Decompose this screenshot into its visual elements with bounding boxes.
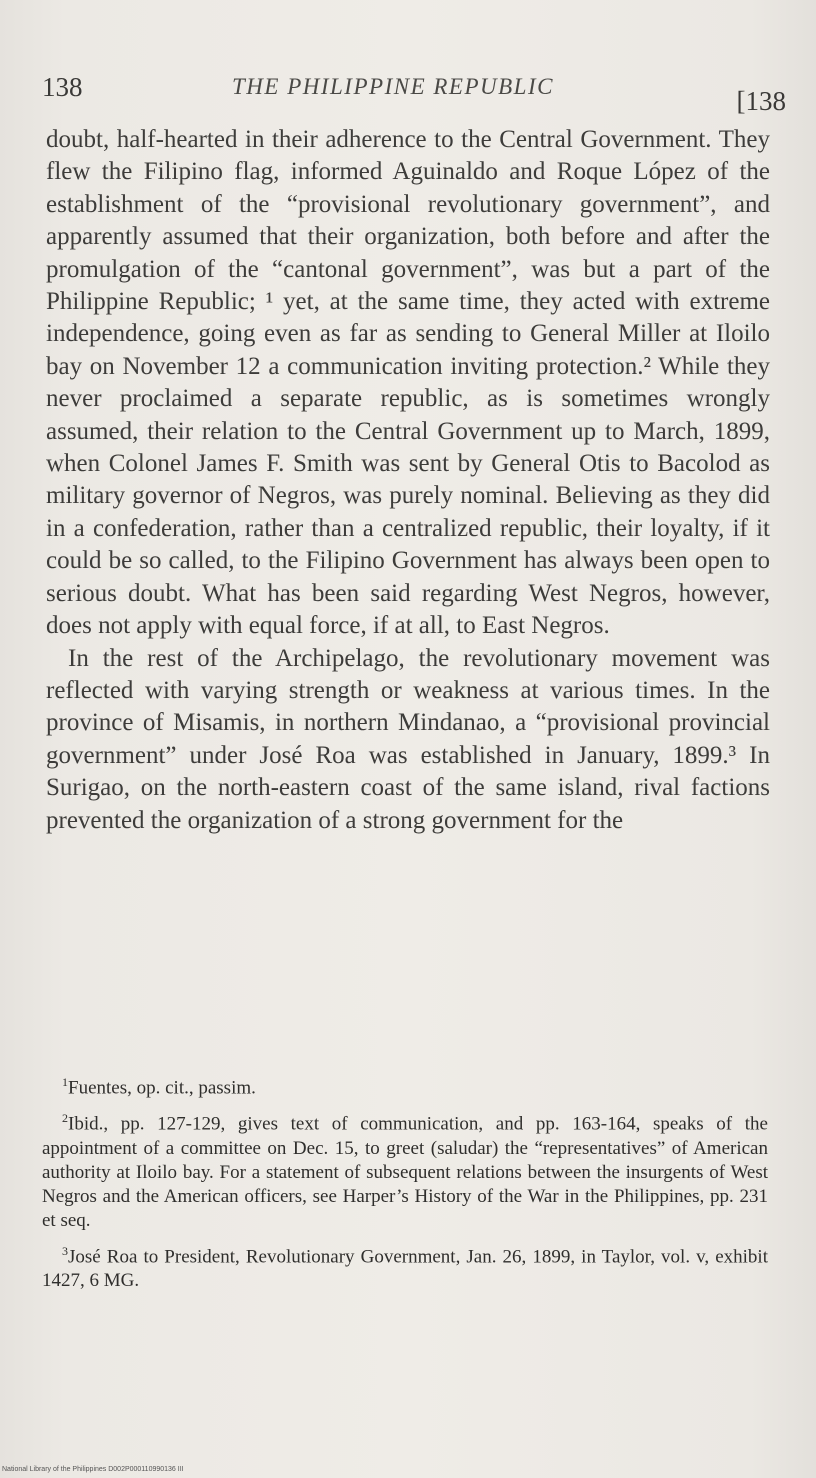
page-number-left: 138	[42, 72, 83, 102]
footnotes	[42, 1070, 768, 1299]
footnote-1	[42, 1070, 768, 1100]
footnote-mark: 2	[62, 1111, 68, 1126]
main-text	[46, 124, 770, 837]
footnote-mark: 3	[62, 1243, 68, 1258]
running-title: THE PHILIPPINE REPUBLIC	[232, 74, 554, 99]
page-header	[42, 72, 786, 116]
footnote-2	[42, 1106, 768, 1232]
paragraph: doubt, half-hearted in their adherence to the Central Government. They flew the Filipino flag, informed Aguinaldo and Roque López of the establishment of the “provisional revolutionary government”, and apparently assumed that their organization, both before and after the promulgation of the “cantonal government”, was but a part of the Philippine Republic; ¹ yet, at the same time, they acted with extreme independence, going even as far as sending to General Miller at Iloilo bay on November 12 a communication inviting protection.² While they never proclaimed a separate republic, as is sometimes wrongly assumed, their relation to the Central Government up to March, 1899, when Colonel James F. Smith was sent by General Otis to Bacolod as military governor of Negros, was purely nominal. Believing as they did in a confederation, rather than a centralized republic, their loyalty, if it could be so called, to the Filipino Government has always been open to serious doubt. What has been said regarding West Negros, however, does not apply with equal force, if at all, to East Negros.	[46, 126, 770, 640]
scan-credit: National Library of the Philippines D002P000110990136 III	[2, 1466, 184, 1473]
footnote-text: Fuentes, op. cit., passim.	[68, 1077, 256, 1099]
footnote-text: Ibid., pp. 127-129, gives text of communication, and pp. 163-164, speaks of the appointment of a committee on Dec. 15, to greet (saludar) the “representatives” of American authority at Iloilo bay. For a statement of subsequent relations between the insurgents of West Negros and the American officers, see Harper’s History of the War in the Philippines, pp. 231 et seq.	[42, 1113, 768, 1231]
footnote-text: José Roa to President, Revolutionary Government, Jan. 26, 1899, in Taylor, vol. v, exhibit 1427, 6 MG.	[42, 1245, 768, 1291]
footnote-3	[42, 1239, 768, 1293]
paragraph: In the rest of the Archipelago, the revolutionary movement was reflected with varying strength or weakness at various times. In the province of Misamis, in northern Mindanao, a “provisional provincial government” under José Roa was established in January, 1899.³ In Surigao, on the north-eastern coast of the same island, rival factions prevented the organization of a strong government for the	[46, 644, 770, 834]
footnote-mark: 1	[62, 1075, 68, 1089]
page-number-right: [138	[736, 86, 786, 116]
